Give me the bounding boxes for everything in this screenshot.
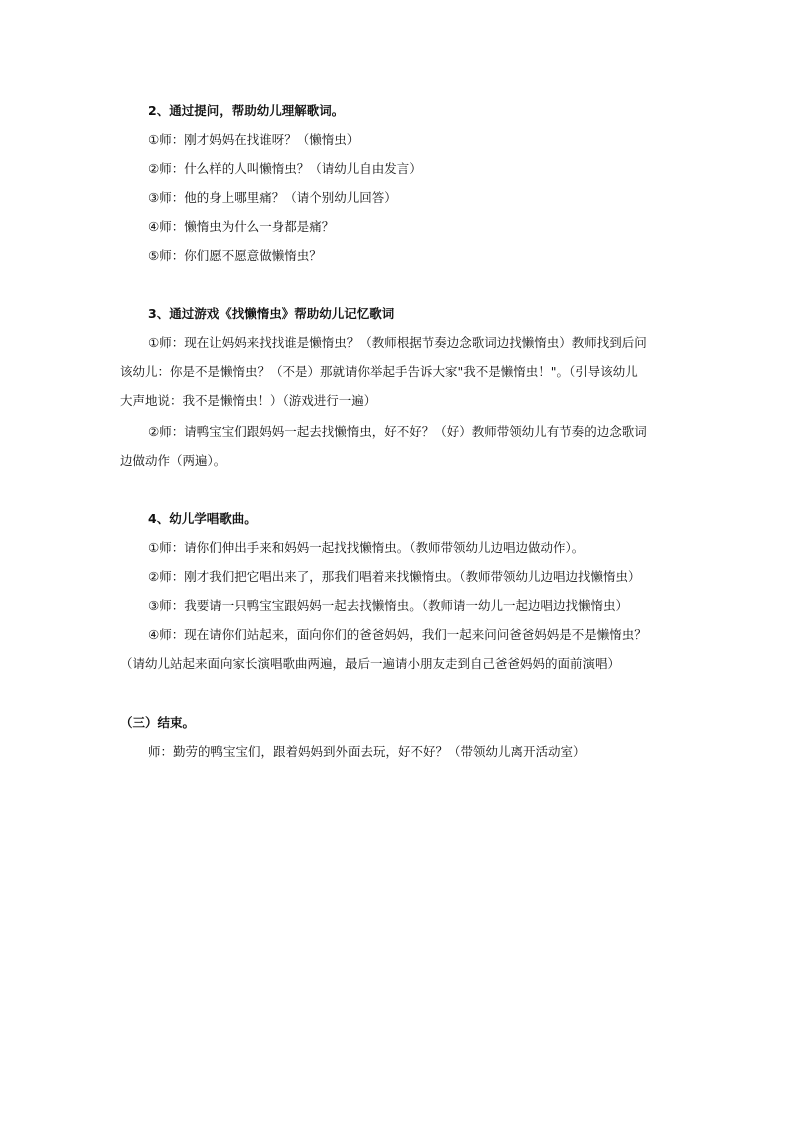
section-4-line-2: ②师：刚才我们把它唱出来了，那我们唱着来找懒惰虫。（教师带领幼儿边唱边找懒惰虫） [148, 569, 641, 584]
section-4-line-4: ④师：现在请你们站起来，面向你们的爸爸妈妈，我们一起来问问爸爸妈妈是不是懒惰虫？ [148, 627, 647, 642]
section-3-line-4: ②师：请鸭宝宝们跟妈妈一起去找懒惰虫，好不好？（好）教师带领幼儿有节奏的边念歌词 [148, 424, 647, 439]
section-2-item-2: ②师：什么样的人叫懒惰虫？（请幼儿自由发言） [148, 161, 422, 176]
section-2-item-4: ④师：懒惰虫为什么一身都是痛？ [148, 219, 335, 234]
section-4-line-5: （请幼儿站起来面向家长演唱歌曲两遍，最后一遍请小朋友走到自己爸爸妈妈的面前演唱） [120, 656, 621, 671]
section-end-heading: （三）结束。 [120, 715, 196, 730]
section-3-line-2: 该幼儿：你是不是懒惰虫？（不是）那就请你举起手告诉大家"我不是懒惰虫！"。（引导该幼儿 [120, 364, 638, 379]
section-4-line-1: ①师：请你们伸出手来和妈妈一起找找懒惰虫。（教师带领幼儿边唱边做动作）。 [148, 540, 585, 555]
section-3-line-1: ①师：现在让妈妈来找找谁是懒惰虫？（教师根据节奏边念歌词边找懒惰虫）教师找到后问 [148, 335, 647, 350]
section-3-line-3: 大声地说：我不是懒惰虫！）（游戏进行一遍） [120, 393, 377, 408]
section-4-heading: 4、幼儿学唱歌曲。 [148, 511, 257, 526]
section-4-line-3: ③师：我要请一只鸭宝宝跟妈妈一起去找懒惰虫。（教师请一幼儿一起边唱边找懒惰虫） [148, 598, 628, 613]
section-3-line-5: 边做动作（两遍）。 [120, 453, 227, 468]
section-2-item-1: ①师：刚才妈妈在找谁呀？（懒惰虫） [148, 132, 360, 147]
section-2-item-5: ⑤师：你们愿不愿意做懒惰虫？ [148, 248, 322, 263]
section-end-line-1: 师：勤劳的鸭宝宝们，跟着妈妈到外面去玩，好不好？（带领幼儿离开活动室） [148, 744, 586, 759]
section-2-heading: 2、通过提问，帮助幼儿理解歌词。 [148, 103, 345, 118]
section-2-item-3: ③师：他的身上哪里痛？（请个别幼儿回答） [148, 190, 397, 205]
section-3-heading: 3、通过游戏《找懒惰虫》帮助幼儿记忆歌词 [148, 306, 395, 321]
